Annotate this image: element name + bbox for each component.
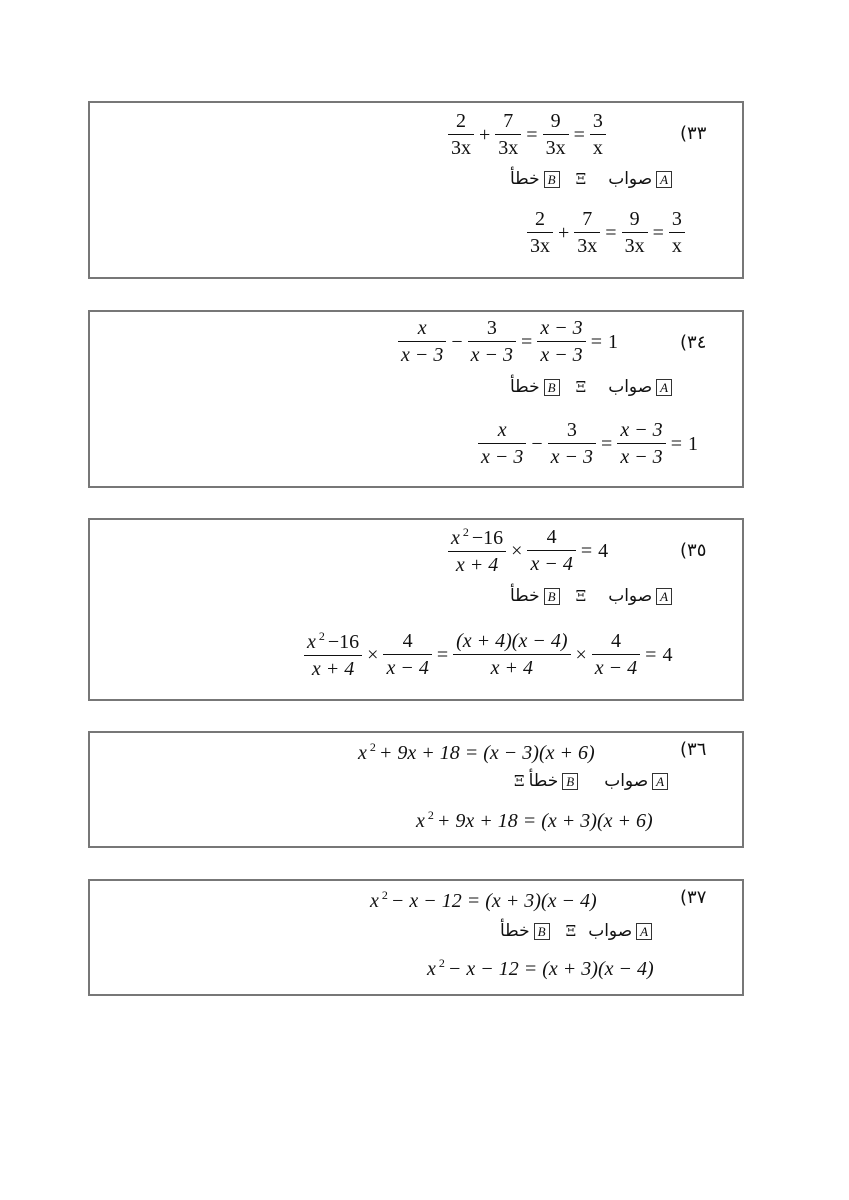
- option-b-box[interactable]: B: [544, 171, 560, 188]
- fraction: $\frac{4}{x - 4}$: [383, 631, 431, 678]
- question-34-box: [88, 310, 744, 488]
- answer-choices: [510, 586, 676, 606]
- question-37-working: x $^2$ − x − 12 = (x + 3)(x − 4): [427, 956, 654, 980]
- fraction: $\frac{3}{x}$: [669, 209, 685, 256]
- separator-symbol: Ξ: [575, 378, 587, 396]
- option-a-box[interactable]: A: [636, 923, 652, 940]
- question-37-statement: x $^2$ − x − 12 = (x + 3)(x − 4): [370, 888, 597, 912]
- wrong-label: خطأ: [510, 169, 540, 189]
- fraction: $\frac{9}{3x}$: [543, 111, 569, 158]
- fraction: $\frac{4}{x - 4}$: [592, 631, 640, 678]
- fraction: $\frac{x}{x - 3}$: [398, 318, 446, 365]
- fraction: $\frac{3}{x - 3}$: [468, 318, 516, 365]
- answer-choices: [510, 771, 672, 791]
- correct-label: صواب: [608, 586, 653, 606]
- question-36-statement: x $^2$ + 9x + 18 = (x − 3)(x + 6): [358, 740, 595, 764]
- option-b-box[interactable]: B: [562, 773, 578, 790]
- separator-symbol: Ξ: [514, 772, 525, 790]
- fraction: $\frac{3}{x - 3}$: [548, 420, 596, 467]
- option-a-box[interactable]: A: [652, 773, 668, 790]
- fraction: $\frac{3}{x}$: [590, 111, 606, 158]
- question-36-working: x $^2$ + 9x + 18 = (x + 3)(x + 6): [416, 808, 653, 832]
- option-b-box[interactable]: B: [544, 588, 560, 605]
- fraction: $\frac{7}{3x}$: [495, 111, 521, 158]
- wrong-label: خطأ: [528, 771, 559, 791]
- option-a-box[interactable]: A: [656, 171, 672, 188]
- question-35-working: $\frac{x ^2 -16}{x + 4}$ × $\frac{4}{x - 4}$ = $\frac{(x + 4)(x - 4)}{x + 4}$ × $\frac{4}{x - 4}$ = 4: [302, 630, 675, 679]
- option-a-box[interactable]: A: [656, 588, 672, 605]
- question-number: ٣٥): [680, 540, 707, 561]
- question-35-box: [88, 518, 744, 701]
- fraction: $\frac{x ^2 -16}{x + 4}$: [304, 630, 362, 679]
- question-number: ٣٧): [680, 887, 707, 908]
- correct-label: صواب: [608, 377, 653, 397]
- question-35-statement: $\frac{x ^2 -16}{x + 4}$ × $\frac{4}{x - 4}$ = 4: [446, 526, 611, 575]
- wrong-label: خطأ: [500, 921, 530, 941]
- answer-choices: [510, 377, 676, 397]
- wrong-label: خطأ: [510, 377, 540, 397]
- answer-choices: [500, 921, 656, 941]
- fraction: $\frac{4}{x - 4}$: [527, 527, 575, 574]
- option-b-box[interactable]: B: [544, 379, 560, 396]
- answer-choices: [510, 169, 676, 189]
- question-number: ٣٣): [680, 123, 707, 144]
- wrong-label: خطأ: [510, 586, 540, 606]
- fraction: $\frac{2}{3x}$: [527, 209, 553, 256]
- correct-label: صواب: [608, 169, 653, 189]
- fraction: $\frac{2}{3x}$: [448, 111, 474, 158]
- question-number: ٣٤): [680, 332, 707, 353]
- separator-symbol: Ξ: [565, 922, 577, 940]
- question-33-statement: $\frac{2}{3x}$ + $\frac{7}{3x}$ = $\frac{9}{3x}$ = $\frac{3}{x}$: [446, 111, 608, 158]
- separator-symbol: Ξ: [575, 587, 587, 605]
- fraction: $\frac{x}{x - 3}$: [478, 420, 526, 467]
- question-37-box: [88, 879, 744, 996]
- option-a-box[interactable]: A: [656, 379, 672, 396]
- correct-label: صواب: [588, 921, 633, 941]
- option-b-box[interactable]: B: [534, 923, 550, 940]
- fraction: $\frac{x - 3}{x - 3}$: [617, 420, 665, 467]
- question-33-box: [88, 101, 744, 279]
- fraction: $\frac{(x + 4)(x - 4)}{x + 4}$: [453, 631, 570, 678]
- fraction: $\frac{7}{3x}$: [574, 209, 600, 256]
- fraction: $\frac{x ^2 -16}{x + 4}$: [448, 526, 506, 575]
- question-33-working: $\frac{2}{3x}$ + $\frac{7}{3x}$ = $\frac{9}{3x}$ = $\frac{3}{x}$: [525, 209, 687, 256]
- question-34-working: $\frac{x}{x - 3}$ − $\frac{3}{x - 3}$ = $\frac{x - 3}{x - 3}$ = 1: [476, 420, 701, 467]
- fraction: $\frac{x - 3}{x - 3}$: [537, 318, 585, 365]
- fraction: $\frac{9}{3x}$: [622, 209, 648, 256]
- question-36-box: [88, 731, 744, 848]
- separator-symbol: Ξ: [575, 170, 587, 188]
- correct-label: صواب: [604, 771, 649, 791]
- question-number: ٣٦): [680, 739, 707, 760]
- question-34-statement: $\frac{x}{x - 3}$ − $\frac{3}{x - 3}$ = $\frac{x - 3}{x - 3}$ = 1: [396, 318, 621, 365]
